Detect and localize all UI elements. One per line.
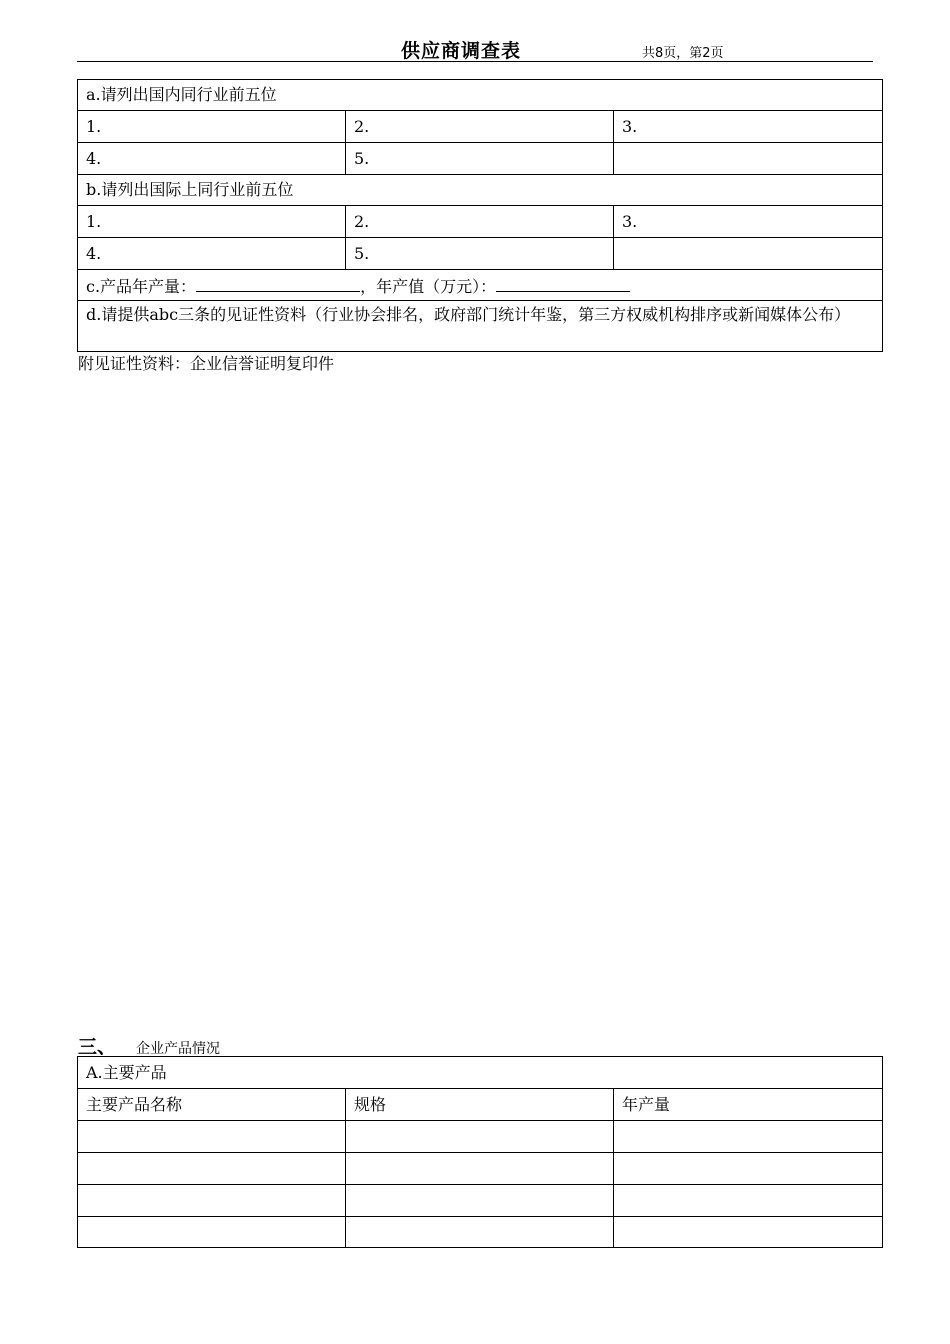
domestic-rank-1[interactable]: 1. [78, 111, 346, 143]
product-name-cell[interactable] [78, 1217, 346, 1248]
spec-cell[interactable] [346, 1121, 614, 1153]
domestic-rank-4[interactable]: 4. [78, 143, 346, 175]
page-info: 共8页，第2页 [642, 46, 724, 61]
section-heading [78, 1032, 220, 1058]
international-rank-5[interactable]: 5. [346, 238, 614, 270]
products-heading: A.主要产品 [78, 1057, 883, 1089]
section-title: 企业产品情况 [136, 1041, 220, 1057]
annual-output-blank[interactable] [196, 273, 360, 292]
annual-output-cell[interactable] [614, 1121, 883, 1153]
annual-value-blank[interactable] [496, 273, 630, 292]
product-name-cell[interactable] [78, 1153, 346, 1185]
international-rank-2[interactable]: 2. [346, 206, 614, 238]
evidence-request: d.请提供abc三条的见证性资料（行业协会排名，政府部门统计年鉴，第三方权威机构排序或新闻媒体公布） [78, 301, 883, 352]
domestic-heading: a.请列出国内同行业前五位 [78, 80, 883, 111]
output-value-label: ，年产值（万元）： [360, 276, 497, 296]
table-row [78, 1121, 883, 1153]
annual-output-cell[interactable] [614, 1153, 883, 1185]
annual-output-cell[interactable] [614, 1217, 883, 1248]
section-number: 三、 [78, 1036, 117, 1058]
table-row [78, 1185, 883, 1217]
empty-cell [614, 143, 883, 175]
empty-cell [614, 238, 883, 270]
domestic-rank-5[interactable]: 5. [346, 143, 614, 175]
attachment-note: 附见证性资料：企业信誉证明复印件 [78, 354, 335, 373]
international-rank-3[interactable]: 3. [614, 206, 883, 238]
spec-cell[interactable] [346, 1217, 614, 1248]
industry-ranking-table [77, 79, 883, 352]
spec-cell[interactable] [346, 1185, 614, 1217]
domestic-rank-2[interactable]: 2. [346, 111, 614, 143]
output-row [78, 270, 883, 301]
page-header [77, 34, 873, 62]
column-header-spec: 规格 [346, 1089, 614, 1121]
annual-output-cell[interactable] [614, 1185, 883, 1217]
column-header-product-name: 主要产品名称 [78, 1089, 346, 1121]
product-name-cell[interactable] [78, 1121, 346, 1153]
table-row [78, 1153, 883, 1185]
spec-cell[interactable] [346, 1153, 614, 1185]
international-rank-1[interactable]: 1. [78, 206, 346, 238]
table-row [78, 1217, 883, 1248]
international-heading: b.请列出国际上同行业前五位 [78, 175, 883, 206]
international-rank-4[interactable]: 4. [78, 238, 346, 270]
column-header-annual-output: 年产量 [614, 1089, 883, 1121]
domestic-rank-3[interactable]: 3. [614, 111, 883, 143]
output-label: c.产品年产量： [86, 276, 197, 296]
document-title: 供应商调查表 [401, 40, 522, 62]
product-name-cell[interactable] [78, 1185, 346, 1217]
main-products-table [77, 1056, 883, 1248]
